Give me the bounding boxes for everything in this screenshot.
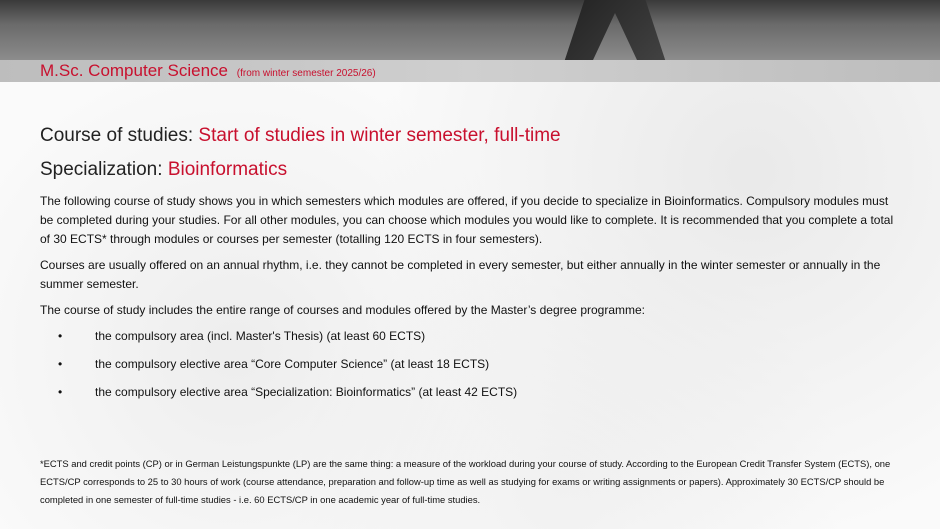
course-label: Course of studies: — [40, 125, 194, 146]
scope-paragraph: The course of study includes the entire range of courses and modules offered by the Master’s degree programme: — [40, 303, 646, 317]
course-heading — [40, 124, 900, 148]
list-item — [40, 327, 900, 346]
list-item-text: the compulsory elective area “Core Computer Science” (at least 18 ECTS) — [95, 357, 490, 371]
list-item-text: the compulsory elective area “Specialization: Bioinformatics” (at least 42 ECTS) — [95, 385, 518, 399]
bullet-icon: • — [58, 329, 63, 343]
specialization-heading — [40, 158, 900, 182]
footnote: *ECTS and credit points (CP) or in German Leistungspunkte (LP) are the same thing: a measure of the workload during your course of study. According to the European Credit Transfer System (ECTS), one ECTS/CP corresponds to 25 to 30 hours of work (course attendance, preparation and follow-up time as well as studying for exams or writing assignments or papers). Approximately 30 ECTS/CP should be completed in one semester of full-time studies - i.e. 60 ECTS/CP in one academic year of full-time studies. — [40, 458, 891, 505]
list-item — [40, 383, 900, 402]
bullet-icon: • — [58, 385, 63, 399]
banner-decoration — [555, 0, 675, 60]
page-title-text: M.Sc. Computer Science — [40, 61, 229, 80]
specialization-label: Specialization: — [40, 159, 163, 180]
list-item — [40, 355, 900, 374]
rhythm-paragraph: Courses are usually offered on an annual rhythm, i.e. they cannot be completed in every semester, but either annually in the winter semester or annually in the summer semester. — [40, 258, 881, 291]
course-value: Start of studies in winter semester, full-time — [198, 125, 561, 146]
intro-paragraph: The following course of study shows you in which semesters which modules are offered, if you decide to specialize in Bioinformatics. Compulsory modules must be completed during your studies. For all other modules, you can choose which modules you would like to complete. It is recommended that you complete a total of 30 ECTS* through modules or courses per semester (totalling 120 ECTS in four semesters). — [40, 194, 894, 246]
requirements-list — [40, 327, 900, 402]
bullet-icon: • — [58, 357, 63, 371]
header-banner-image — [0, 0, 940, 60]
page-subtitle: (from winter semester 2025/26) — [236, 68, 376, 79]
specialization-value: Bioinformatics — [167, 159, 288, 180]
page-title — [40, 61, 376, 81]
list-item-text: the compulsory area (incl. Master's Thesis) (at least 60 ECTS) — [95, 329, 426, 343]
title-bar — [0, 60, 940, 82]
main-content — [40, 124, 900, 411]
